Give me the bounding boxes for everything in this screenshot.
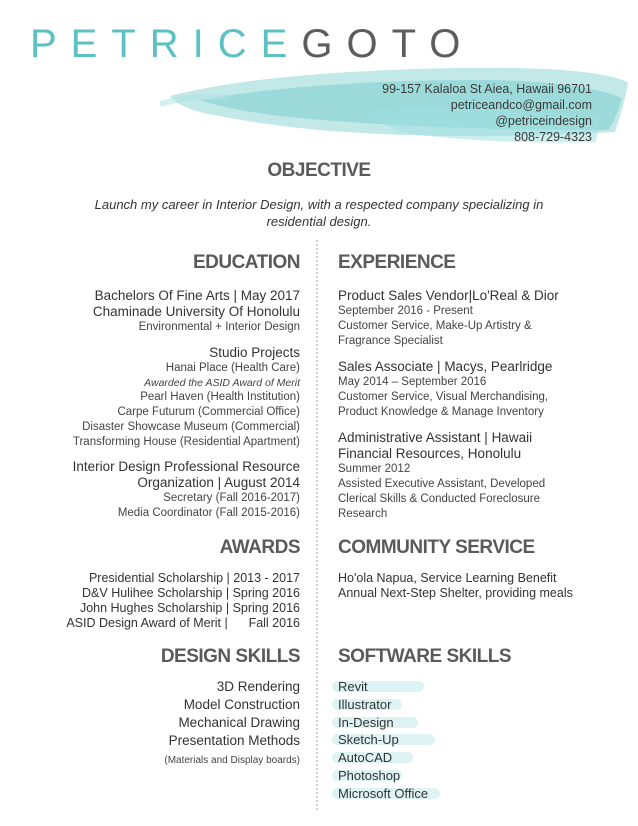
- org-role: Secretary (Fall 2016-2017): [163, 492, 300, 504]
- job-detail: Customer Service, Visual Merchandising,: [338, 391, 549, 403]
- phone: 808-729-4323: [514, 130, 592, 144]
- contact-info: [382, 81, 592, 145]
- studio-item: Carpe Futurum (Commercial Office): [117, 406, 300, 418]
- objective-line: Launch my career in Interior Design, with a respected company specializing in: [94, 197, 544, 212]
- objective-text: [50, 196, 588, 230]
- software-skill-item: [338, 678, 488, 696]
- design-skill-item: Mechanical Drawing: [178, 715, 300, 730]
- community-heading: COMMUNITY SERVICE: [338, 537, 535, 558]
- skill-name: AutoCAD: [338, 750, 393, 766]
- org-line: Interior Design Professional Resource: [72, 459, 300, 474]
- job-title: Product Sales Vendor|Lo'Real & Dior: [338, 288, 559, 303]
- software-skills-section: [338, 678, 488, 803]
- software-skill-item: [338, 696, 488, 714]
- org-line: Organization | August 2014: [137, 475, 300, 490]
- studio-item: Transforming House (Residential Apartment): [72, 436, 300, 448]
- social-handle: @petriceindesign: [495, 114, 592, 128]
- job-detail: Fragrance Specialist: [338, 335, 443, 347]
- job-title: Sales Associate | Macys, Pearlridge: [338, 359, 553, 374]
- degree-line: Bachelors Of Fine Arts | May 2017: [94, 288, 300, 303]
- software-skill-item: [338, 785, 488, 803]
- award-item: D&V Hulihee Scholarship | Spring 2016: [82, 586, 300, 600]
- skill-name: Photoshop: [338, 767, 401, 783]
- degree-detail: Environmental + Interior Design: [138, 321, 300, 333]
- community-item: Annual Next-Step Shelter, providing meals: [338, 586, 573, 600]
- job-detail: September 2016 - Present: [338, 305, 473, 317]
- education-section: [73, 288, 300, 521]
- job-detail: Clerical Skills & Conducted Foreclosure: [338, 493, 540, 505]
- university-line: Chaminade University Of Honolulu: [92, 304, 300, 319]
- studio-item: Hanai Place (Health Care): [165, 362, 300, 374]
- awards-section: [66, 571, 300, 631]
- software-skills-heading: SOFTWARE SKILLS: [338, 646, 511, 667]
- experience-section: [338, 288, 559, 522]
- job-title: Financial Resources, Honolulu: [338, 446, 522, 461]
- job-detail: Research: [338, 508, 388, 520]
- design-skills-section: [164, 678, 300, 768]
- job-title: Administrative Assistant | Hawaii: [338, 430, 533, 445]
- awards-heading: AWARDS: [219, 537, 300, 558]
- award-item: John Hughes Scholarship | Spring 2016: [79, 601, 300, 615]
- education-heading: EDUCATION: [192, 252, 300, 273]
- job-detail: May 2014 – September 2016: [338, 376, 487, 388]
- last-name: GOTO: [301, 22, 475, 66]
- design-skills-heading: DESIGN SKILLS: [160, 646, 300, 667]
- job-detail: Summer 2012: [338, 463, 411, 475]
- studio-item: Pearl Haven (Health Institution): [140, 391, 300, 403]
- job-detail: Product Knowledge & Manage Inventory: [338, 406, 544, 418]
- award-item: ASID Design Award of Merit | Fall 2016: [66, 616, 300, 630]
- first-name: PETRICE: [30, 22, 302, 66]
- skill-name: Revit: [338, 679, 368, 694]
- job-detail: Customer Service, Make-Up Artistry &: [338, 320, 532, 332]
- design-skill-item: Model Construction: [183, 697, 300, 712]
- community-section: [338, 571, 573, 601]
- column-divider: [316, 240, 318, 810]
- objective-line: residential design.: [266, 214, 372, 229]
- email: petriceandco@gmail.com: [450, 98, 592, 112]
- design-skill-note: (Materials and Display boards): [164, 755, 300, 766]
- studio-projects-title: Studio Projects: [209, 345, 300, 360]
- address: 99-157 Kalaloa St Aiea, Hawaii 96701: [382, 82, 592, 96]
- software-skill-item: [338, 731, 488, 749]
- job-detail: Assisted Executive Assistant, Developed: [338, 478, 546, 490]
- skill-name: Illustrator: [338, 696, 392, 712]
- org-role: Media Coordinator (Fall 2015-2016): [117, 507, 300, 519]
- software-skill-item: [338, 767, 488, 785]
- design-skill-item: Presentation Methods: [168, 733, 300, 748]
- studio-item: Disaster Showcase Museum (Commercial): [82, 421, 300, 433]
- skill-name: Sketch-Up: [338, 732, 399, 748]
- skill-name: Microsoft Office: [338, 785, 429, 801]
- skill-name: In-Design: [338, 714, 394, 730]
- objective-heading: OBJECTIVE: [267, 160, 371, 181]
- community-item: Ho'ola Napua, Service Learning Benefit: [338, 571, 557, 585]
- award-item: Presidential Scholarship | 2013 - 2017: [88, 571, 300, 585]
- experience-heading: EXPERIENCE: [338, 252, 456, 273]
- software-skill-item: [338, 749, 488, 767]
- software-skill-item: [338, 714, 488, 732]
- design-skill-item: 3D Rendering: [216, 679, 300, 694]
- studio-award: Awarded the ASID Award of Merit: [144, 377, 300, 389]
